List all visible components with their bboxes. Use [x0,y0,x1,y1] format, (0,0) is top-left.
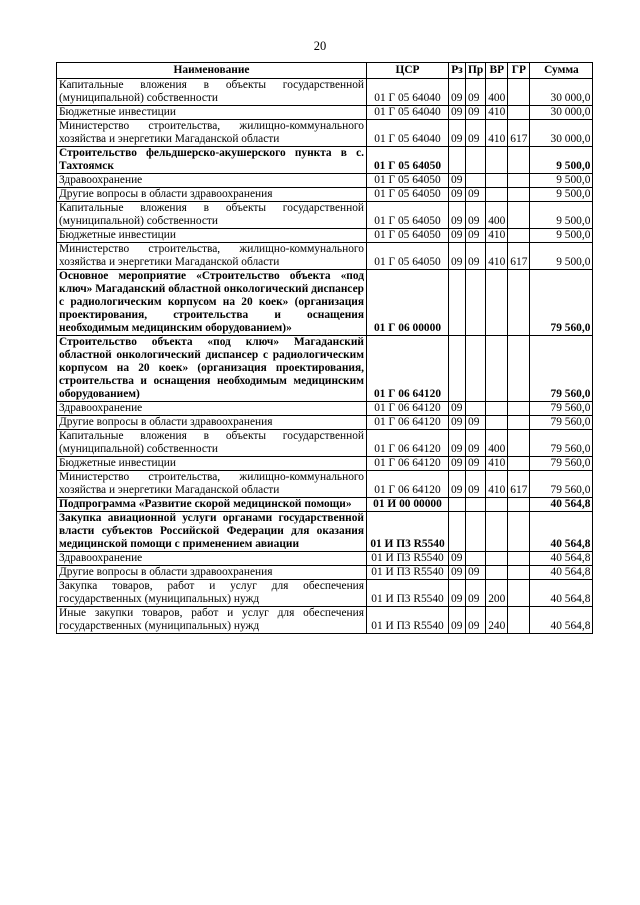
row-pr [466,552,486,566]
row-vr: 410 [486,471,508,498]
row-vr [486,416,508,430]
row-name: Бюджетные инвестиции [57,106,367,120]
header-name: Наименование [57,63,367,79]
row-sum: 9 500,0 [530,188,593,202]
header-rz: Рз [449,63,466,79]
table-row [57,512,593,552]
row-name: Министерство строительства, жилищно-коммунального хозяйства и энергетики Магаданской области [57,243,367,270]
header-sum: Сумма [530,63,593,79]
row-gr: 617 [508,471,530,498]
header-csr: ЦСР [367,63,449,79]
row-sum: 9 500,0 [530,229,593,243]
row-csr: 01 Г 05 64040 [367,79,449,106]
table-row [57,457,593,471]
row-vr: 400 [486,430,508,457]
row-name: Капитальные вложения в объекты государственной (муниципальной) собственности [57,430,367,457]
table-row [57,229,593,243]
table-row [57,202,593,229]
row-rz: 09 [449,580,466,607]
row-rz [449,336,466,402]
table-row [57,188,593,202]
row-gr: 617 [508,120,530,147]
row-gr [508,202,530,229]
row-vr [486,336,508,402]
table-row [57,580,593,607]
row-gr [508,402,530,416]
row-gr [508,229,530,243]
row-sum: 79 560,0 [530,336,593,402]
row-sum: 30 000,0 [530,106,593,120]
row-name: Другие вопросы в области здравоохранения [57,566,367,580]
row-name: Бюджетные инвестиции [57,229,367,243]
header-vr: ВР [486,63,508,79]
row-pr: 09 [466,79,486,106]
row-rz [449,498,466,512]
row-csr: 01 И П3 R5540 [367,552,449,566]
row-rz: 09 [449,607,466,634]
table-row [57,566,593,580]
row-vr: 410 [486,106,508,120]
page-number: 20 [313,39,327,53]
row-gr [508,580,530,607]
row-vr [486,566,508,580]
row-gr [508,416,530,430]
table-row [57,607,593,634]
row-vr: 240 [486,607,508,634]
row-vr [486,270,508,336]
row-csr: 01 Г 06 64120 [367,402,449,416]
row-sum: 40 564,8 [530,552,593,566]
row-sum: 79 560,0 [530,402,593,416]
row-rz: 09 [449,188,466,202]
row-rz: 09 [449,471,466,498]
row-pr: 09 [466,229,486,243]
row-csr: 01 И П3 R5540 [367,512,449,552]
row-gr [508,430,530,457]
row-name: Здравоохранение [57,174,367,188]
table-row [57,430,593,457]
row-gr [508,174,530,188]
row-vr: 410 [486,229,508,243]
row-pr [466,336,486,402]
row-name: Другие вопросы в области здравоохранения [57,416,367,430]
row-vr [486,512,508,552]
row-csr: 01 Г 05 64050 [367,174,449,188]
row-rz: 09 [449,552,466,566]
row-gr [508,79,530,106]
row-pr [466,174,486,188]
row-name: Капитальные вложения в объекты государственной (муниципальной) собственности [57,79,367,106]
row-gr [508,106,530,120]
row-name: Закупка товаров, работ и услуг для обеспечения государственных (муниципальных) нужд [57,580,367,607]
row-pr: 09 [466,457,486,471]
row-pr: 09 [466,580,486,607]
row-pr: 09 [466,566,486,580]
row-csr: 01 Г 05 64050 [367,243,449,270]
row-sum: 79 560,0 [530,430,593,457]
row-rz: 09 [449,402,466,416]
row-gr [508,607,530,634]
row-rz: 09 [449,229,466,243]
row-pr: 09 [466,188,486,202]
row-csr: 01 Г 06 64120 [367,457,449,471]
row-pr [466,402,486,416]
row-csr: 01 Г 05 64050 [367,188,449,202]
table-row [57,243,593,270]
row-vr: 410 [486,243,508,270]
budget-table [56,62,593,634]
row-csr: 01 И П3 R5540 [367,580,449,607]
row-csr: 01 Г 05 64040 [367,106,449,120]
row-csr: 01 Г 05 64050 [367,229,449,243]
row-sum: 79 560,0 [530,457,593,471]
table-row [57,552,593,566]
table-row [57,471,593,498]
header-gr: ГР [508,63,530,79]
row-gr [508,498,530,512]
row-csr: 01 И П3 R5540 [367,566,449,580]
table-row [57,336,593,402]
row-name: Закупка авиационной услуги органами государственной власти субъектов Российской Федерации для оказания медицинской помощи с применением авиации [57,512,367,552]
table-row [57,106,593,120]
row-name: Капитальные вложения в объекты государственной (муниципальной) собственности [57,202,367,229]
row-sum: 9 500,0 [530,147,593,174]
row-vr [486,552,508,566]
row-sum: 40 564,8 [530,580,593,607]
row-csr: 01 Г 05 64050 [367,202,449,229]
row-vr: 400 [486,202,508,229]
row-vr: 200 [486,580,508,607]
row-gr [508,336,530,402]
row-pr: 09 [466,243,486,270]
table-row [57,416,593,430]
row-rz [449,147,466,174]
row-gr [508,566,530,580]
row-sum: 40 564,8 [530,498,593,512]
row-name: Министерство строительства, жилищно-коммунального хозяйства и энергетики Магаданской области [57,120,367,147]
row-name: Основное мероприятие «Строительство объекта «под ключ» Магаданский областной онкологический диспансер с радиологическим корпусом на 20 коек» (организация проектирования, строительства и оснащения необходимым медицинским оборудованием)» [57,270,367,336]
row-sum: 40 564,8 [530,512,593,552]
row-csr: 01 И П3 R5540 [367,607,449,634]
row-csr: 01 Г 05 64040 [367,120,449,147]
row-sum: 40 564,8 [530,566,593,580]
row-gr: 617 [508,243,530,270]
row-pr: 09 [466,607,486,634]
row-rz: 09 [449,174,466,188]
row-sum: 9 500,0 [530,174,593,188]
row-pr: 09 [466,120,486,147]
row-pr: 09 [466,471,486,498]
row-rz: 09 [449,416,466,430]
row-sum: 30 000,0 [530,79,593,106]
row-name: Иные закупки товаров, работ и услуг для обеспечения государственных (муниципальных) нужд [57,607,367,634]
row-gr [508,188,530,202]
row-vr [486,147,508,174]
row-pr: 09 [466,202,486,229]
table-row [57,79,593,106]
row-vr [486,498,508,512]
row-rz: 09 [449,106,466,120]
row-rz: 09 [449,202,466,229]
row-rz [449,512,466,552]
row-vr: 410 [486,457,508,471]
row-csr: 01 Г 06 64120 [367,430,449,457]
row-rz: 09 [449,566,466,580]
row-name: Здравоохранение [57,402,367,416]
table-row [57,270,593,336]
table-row [57,120,593,147]
row-vr: 400 [486,79,508,106]
row-pr: 09 [466,416,486,430]
header-pr: Пр [466,63,486,79]
table-header-row [57,63,593,79]
row-csr: 01 И 00 00000 [367,498,449,512]
row-vr: 410 [486,120,508,147]
row-pr [466,498,486,512]
row-pr: 09 [466,106,486,120]
row-csr: 01 Г 05 64050 [367,147,449,174]
row-name: Бюджетные инвестиции [57,457,367,471]
row-pr: 09 [466,430,486,457]
row-name: Строительство фельдшерско-акушерского пункта в с. Тахтоямск [57,147,367,174]
row-sum: 9 500,0 [530,243,593,270]
row-name: Подпрограмма «Развитие скорой медицинской помощи» [57,498,367,512]
row-csr: 01 Г 06 64120 [367,336,449,402]
row-gr [508,552,530,566]
row-vr [486,402,508,416]
row-sum: 9 500,0 [530,202,593,229]
row-csr: 01 Г 06 00000 [367,270,449,336]
row-gr [508,147,530,174]
table-row [57,498,593,512]
row-name: Министерство строительства, жилищно-коммунального хозяйства и энергетики Магаданской области [57,471,367,498]
row-sum: 30 000,0 [530,120,593,147]
row-name: Здравоохранение [57,552,367,566]
row-gr [508,457,530,471]
table-row [57,174,593,188]
row-sum: 40 564,8 [530,607,593,634]
row-rz: 09 [449,243,466,270]
row-gr [508,270,530,336]
row-csr: 01 Г 06 64120 [367,471,449,498]
row-name: Другие вопросы в области здравоохранения [57,188,367,202]
row-vr [486,188,508,202]
row-sum: 79 560,0 [530,471,593,498]
table-row [57,147,593,174]
row-pr [466,512,486,552]
row-pr [466,270,486,336]
row-pr [466,147,486,174]
row-rz: 09 [449,120,466,147]
row-sum: 79 560,0 [530,270,593,336]
table-row [57,402,593,416]
row-csr: 01 Г 06 64120 [367,416,449,430]
row-rz: 09 [449,79,466,106]
row-vr [486,174,508,188]
row-name: Строительство объекта «под ключ» Магаданский областной онкологический диспансер с радиологическим корпусом на 20 коек» (организация проектирования, строительства и оснащения необходимым медицинским оборудованием) [57,336,367,402]
row-rz [449,270,466,336]
row-rz: 09 [449,457,466,471]
row-sum: 79 560,0 [530,416,593,430]
table-body [57,79,593,634]
row-gr [508,512,530,552]
row-rz: 09 [449,430,466,457]
